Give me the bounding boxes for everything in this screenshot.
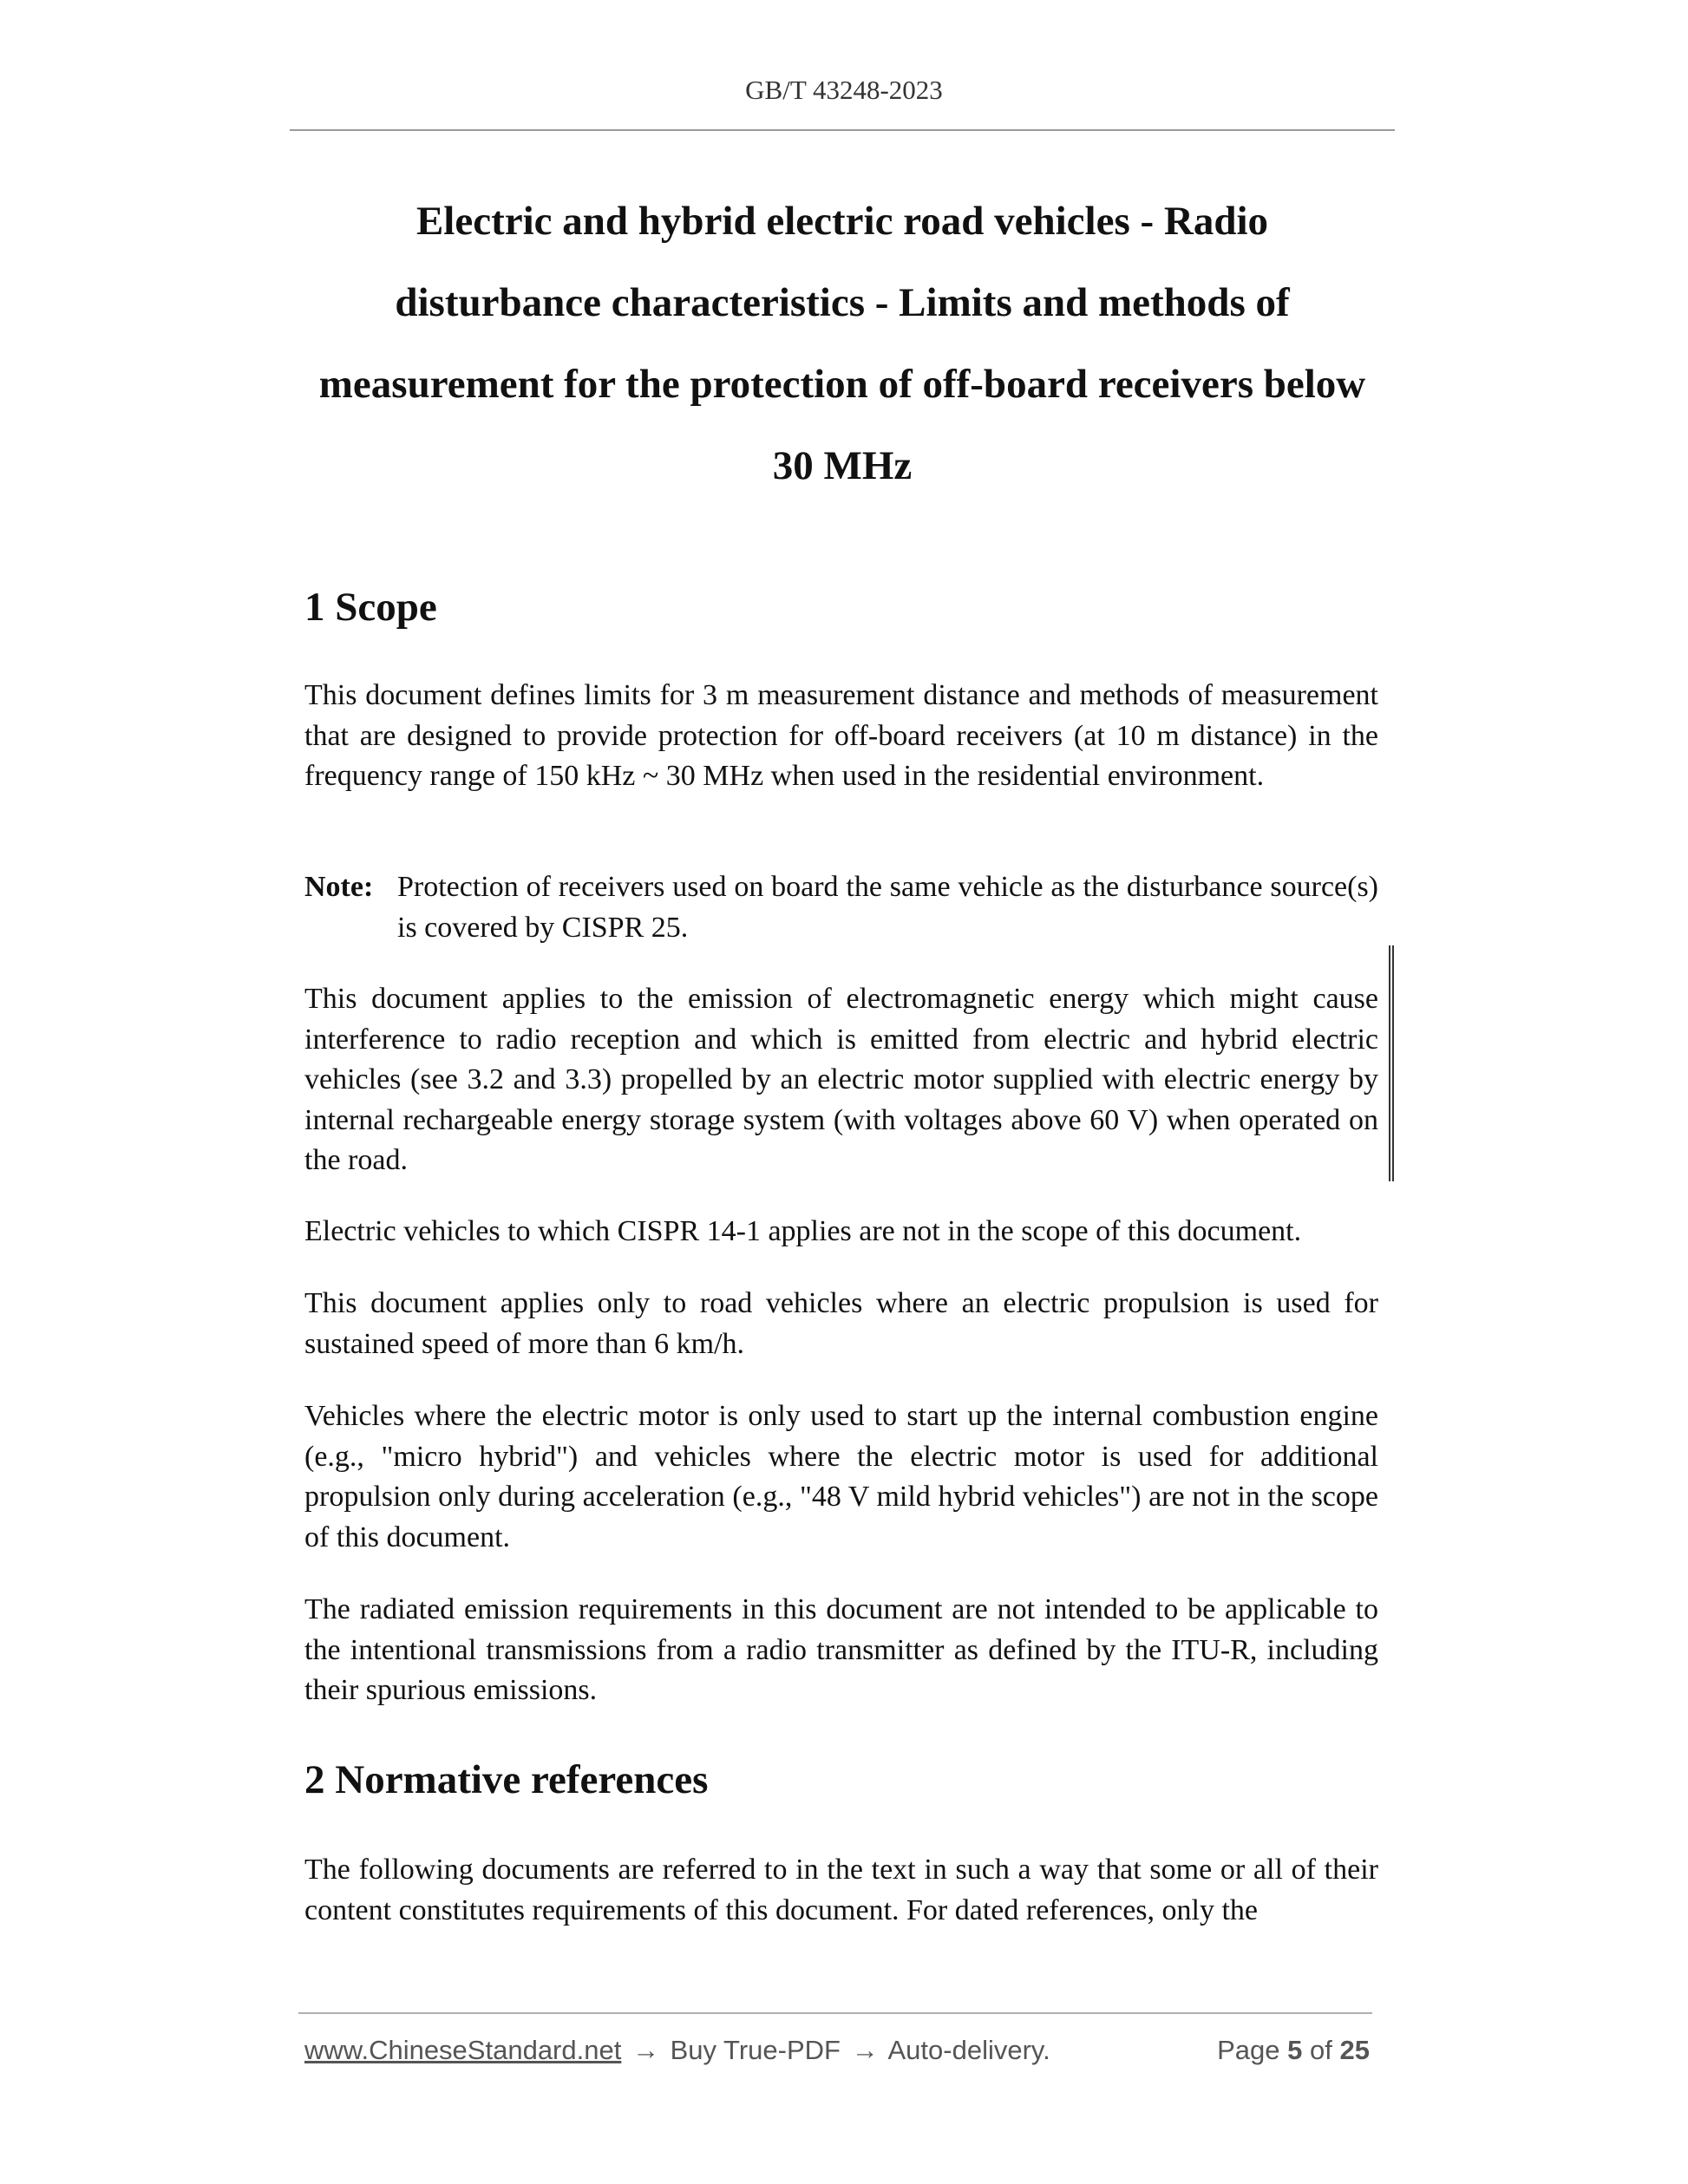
of-word: of [1310,2035,1332,2065]
scope-paragraph-6: The radiated emission requirements in this document are not intended to be applicable to the intentional transmissions from a radio transmitter as defined by the ITU-R, including their spurious emissions. [304,1593,1378,1706]
section-heading-scope: 1 Scope [304,585,437,630]
current-page: 5 [1287,2035,1303,2065]
scope-paragraph-4: This document applies only to road vehicles where an electric propulsion is used for sustained speed of more than 6 km/h. [304,1287,1378,1360]
document-title [290,180,1395,507]
section-heading-normative-references: 2 Normative references [304,1757,709,1802]
title-line: 30 MHz [772,443,913,488]
chinesestandard-link[interactable]: www.ChineseStandard.net [304,2035,622,2065]
normative-paragraph-1: The following documents are referred to in the text in such a way that some or all of their content constitutes requirements of this document. For dated references, only the [304,1854,1378,1926]
page-footer [304,2031,1378,2070]
title-line: Electric and hybrid electric road vehicles - Radio [415,199,1269,244]
total-pages: 25 [1339,2035,1370,2065]
scope-paragraph-3: Electric vehicles to which CISPR 14-1 applies are not in the scope of this document. [304,1215,1302,1247]
note-label: Note: [304,871,374,903]
document-number-header: GB/T 43248-2023 [745,75,943,105]
change-bar [1389,945,1394,1181]
title-line: disturbance characteristics - Limits and methods of [395,280,1290,325]
page-word: Page [1217,2035,1280,2065]
buy-pdf-text: Buy True-PDF [670,2035,841,2065]
header-divider [290,129,1395,131]
scope-paragraph-2: This document applies to the emission of electromagnetic energy which might cause interference to radio reception and which is emitted from electric and hybrid electric vehicles (see 3.2 and 3.3) propelled by an electric motor supplied with electric energy by internal rechargeable energy storage system (with voltages above 60 V) when operated on the road. [304,983,1378,1176]
scope-paragraph-1: This document defines limits for 3 m measurement distance and methods of measurement that are designed to provide protection for off-board receivers (at 10 m distance) in the frequency range of 150 kHz ~ 30 MHz when used in the residential environment. [304,679,1378,792]
title-line: measurement for the protection of off-board receivers below [318,362,1366,407]
footer-divider [298,2012,1372,2014]
note-text: Protection of receivers used on board the same vehicle as the disturbance source(s) is covered by CISPR 25. [397,871,1378,944]
scope-paragraph-5: Vehicles where the electric motor is only used to start up the internal combustion engine (e.g., "micro hybrid") and vehicles where the electric motor is used for additional propulsion only during acceleration (e.g., "48 V mild hybrid vehicles") are not in the scope of this document. [304,1400,1378,1553]
arrow-right-icon: → [631,2035,659,2065]
page-number [1217,2031,1370,2070]
arrow-right-icon: → [851,2035,879,2065]
auto-delivery-text: Auto-delivery. [887,2035,1050,2065]
scope-note [304,867,1378,948]
